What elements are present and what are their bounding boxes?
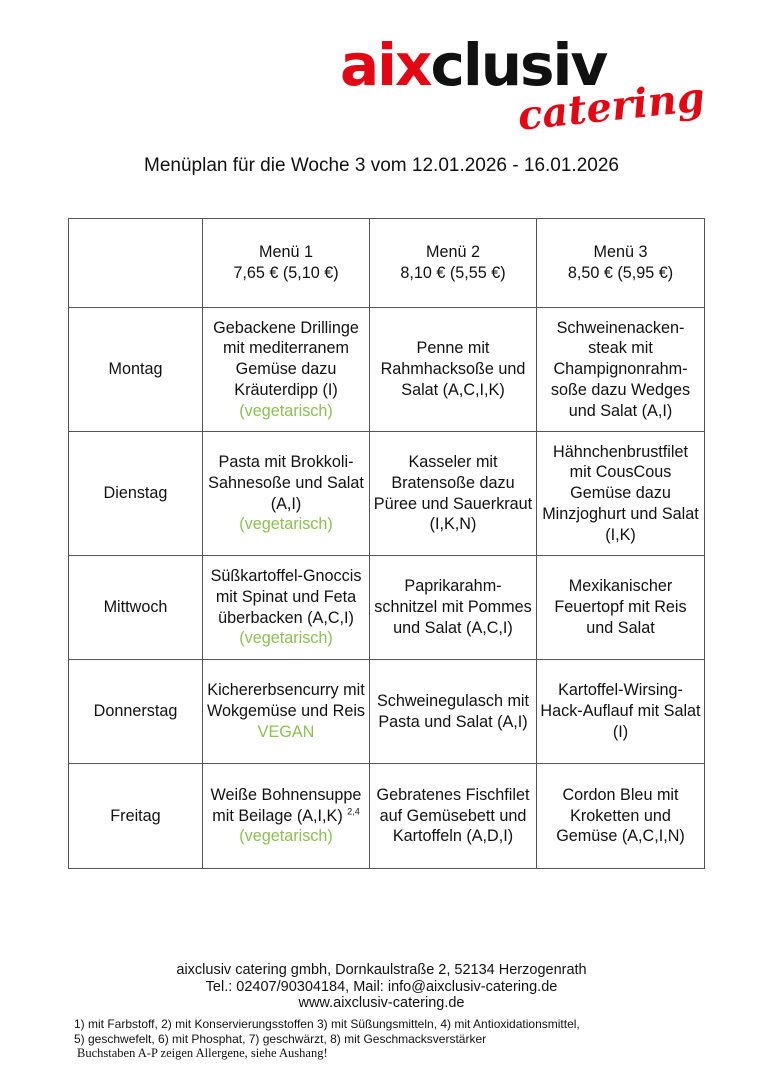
vegetarian-tag: (vegetarisch): [239, 629, 333, 648]
dish-text: Pasta mit Brokkoli-Sahnesoße und Salat (A,I): [208, 452, 364, 513]
menu2-dish: Schweinegulasch mit Pasta und Salat (A,I): [370, 660, 537, 764]
dish-text: Süßkartoffel-Gnoccis mit Spinat und Feta überbacken (A,C,I): [210, 566, 362, 627]
day-label: Freitag: [69, 764, 203, 869]
logo-subtitle: catering: [515, 73, 707, 140]
table-row: [69, 432, 705, 556]
menu1-price: 7,65 € (5,10 €): [233, 264, 339, 282]
vegan-tag: VEGAN: [257, 722, 315, 741]
menu2-dish: Gebratenes Fischfilet auf Gemüsebett und Kartoffeln (A,D,I): [370, 764, 537, 869]
menu3-name: Menü 3: [593, 243, 648, 262]
menu1-dish: [203, 660, 370, 764]
vegetarian-tag: (vegetarisch): [239, 827, 333, 846]
company-logo: [340, 30, 707, 150]
menu2-dish: Paprikarahm-schnitzel mit Pommes und Salat (A,C,I): [370, 556, 537, 660]
menu2-price: 8,10 € (5,55 €): [400, 264, 506, 282]
header-menu2: [370, 219, 537, 308]
dish-text: Gebackene Drillinge mit mediterranem Gemüse dazu Kräuterdipp (I): [213, 318, 359, 399]
day-label: Donnerstag: [69, 660, 203, 764]
menu3-dish: Mexikanischer Feuertopf mit Reis und Salat: [537, 556, 705, 660]
menu1-dish: [203, 764, 370, 869]
table-row: [69, 308, 705, 432]
menu1-dish: [203, 556, 370, 660]
table-header-row: [69, 219, 705, 308]
additive-notes-line1: 1) mit Farbstoff, 2) mit Konservierungsstoffen 3) mit Süßungsmitteln, 4) mit Antioxidationsmittel,: [74, 1017, 580, 1031]
dish-text: Weiße Bohnensuppe mit Beilage (A,I,K): [210, 785, 362, 825]
menu1-dish: [203, 308, 370, 432]
page-title: Menüplan für die Woche 3 vom 12.01.2026 - 16.01.2026: [144, 155, 619, 176]
header-menu3: [537, 219, 705, 308]
footer-website: www.aixclusiv-catering.de: [298, 995, 465, 1011]
additive-notes: [74, 1017, 580, 1046]
day-label: Mittwoch: [69, 556, 203, 660]
logo-wordmark-red: aix: [340, 31, 431, 99]
table-row: [69, 660, 705, 764]
logo-wordmark-black: clusiv: [430, 31, 607, 99]
menu3-dish: Hähnchenbrustfilet mit CousCous Gemüse dazu Minzjoghurt und Salat (I,K): [537, 432, 705, 556]
footer-contact: Tel.: 02407/90304184, Mail: info@aixclusiv-catering.de: [205, 978, 558, 995]
table-row: [69, 556, 705, 660]
day-label: Montag: [69, 308, 203, 432]
menu3-dish: Kartoffel-Wirsing-Hack-Auflauf mit Salat (I): [537, 660, 705, 764]
menu2-name: Menü 2: [426, 243, 480, 262]
additive-notes-line2: 5) geschwefelt, 6) mit Phosphat, 7) geschwärzt, 8) mit Geschmacksverstärker: [74, 1031, 487, 1046]
menu2-dish: Kasseler mit Bratensoße dazu Püree und Sauerkraut (I,K,N): [370, 432, 537, 556]
footer-company: aixclusiv catering gmbh, Dornkaulstraße 2, 52134 Herzogenrath: [176, 962, 587, 978]
menu1-dish: [203, 432, 370, 556]
header-menu1: [203, 219, 370, 308]
menu-table: [68, 218, 705, 869]
menu1-name: Menü 1: [259, 243, 313, 262]
table-row: [69, 764, 705, 869]
vegetarian-tag: (vegetarisch): [239, 401, 333, 420]
allergen-note: Buchstaben A-P zeigen Allergene, siehe Aushang!: [77, 1046, 328, 1060]
additive-superscript: 2,4: [347, 806, 360, 817]
menu3-dish: Schweinenacken-steak mit Champignonrahm-soße dazu Wedges und Salat (A,I): [537, 308, 705, 432]
menu2-dish: Penne mit Rahmhacksoße und Salat (A,C,I,K): [370, 308, 537, 432]
menu3-dish: Cordon Bleu mit Kroketten und Gemüse (A,C,I,N): [537, 764, 705, 869]
dish-text: Kichererbsencurry mit Wokgemüse und Reis: [206, 681, 366, 721]
day-label: Dienstag: [69, 432, 203, 556]
vegetarian-tag: (vegetarisch): [239, 515, 333, 534]
header-empty-cell: [69, 219, 203, 308]
menu3-price: 8,50 € (5,95 €): [567, 264, 674, 282]
footer: [0, 962, 763, 1012]
